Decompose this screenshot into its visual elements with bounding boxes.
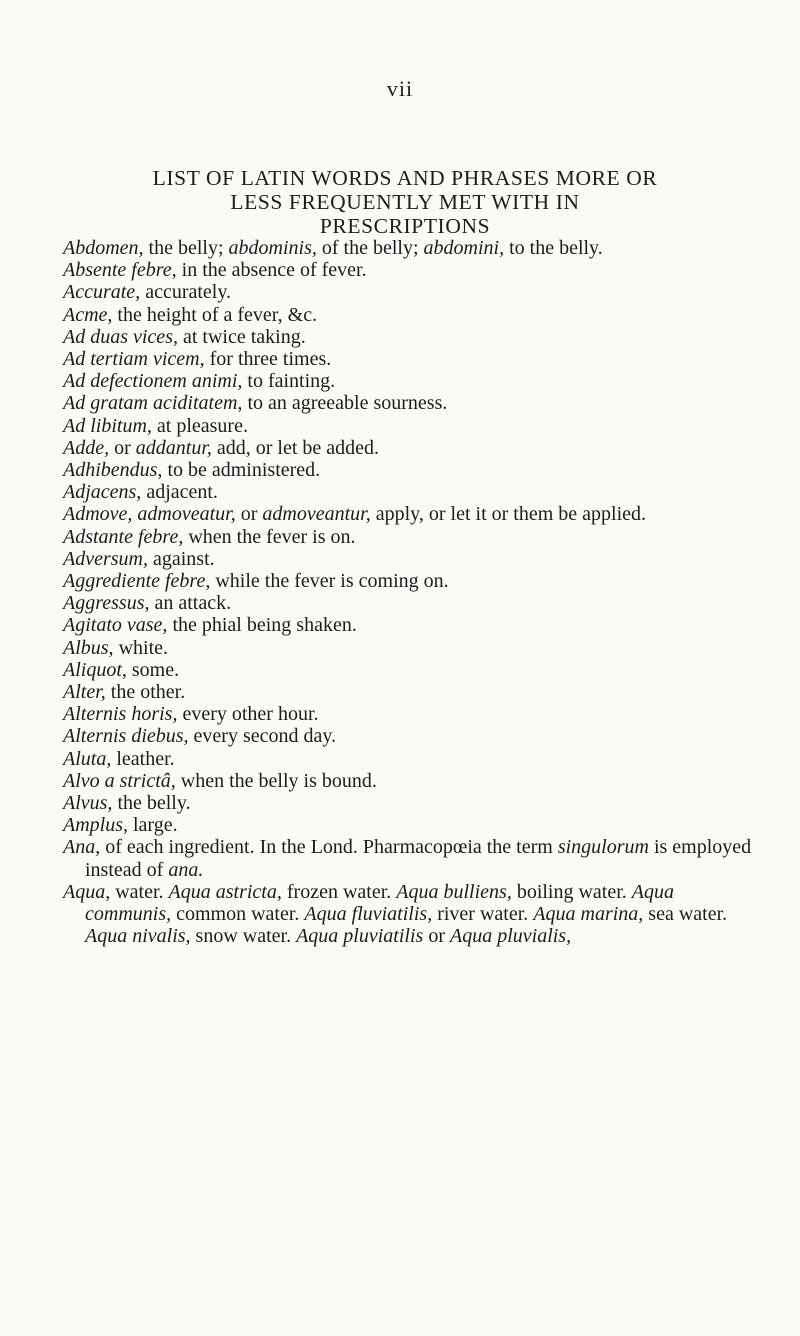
glossary-entry [63, 459, 753, 481]
definition-text: the height of a fever, &c. [112, 303, 318, 326]
latin-term: addantur, [135, 436, 212, 459]
definition-text: of each ingredient. In the Lond. Pharmacopœia the term [100, 836, 558, 859]
definition-text: snow water. [190, 925, 297, 948]
glossary-entry [63, 503, 753, 525]
definition-text: some. [126, 658, 180, 681]
definition-text: an attack. [149, 592, 232, 615]
latin-term: Adhibendus, [63, 459, 163, 482]
glossary-entry [63, 370, 753, 392]
definition-text: to an agreeable sourness. [242, 392, 448, 415]
definition-text: when the belly is bound. [175, 769, 377, 792]
latin-term: Alternis horis, [63, 703, 178, 726]
definition-text: the belly; [143, 237, 229, 259]
glossary-entry [63, 592, 753, 614]
glossary-entry [63, 281, 753, 303]
latin-term: Agitato vase, [63, 614, 168, 637]
latin-term: Admove, admoveatur, [63, 503, 236, 526]
heading-line: PRESCRIPTIONS [319, 214, 491, 238]
latin-term: Aggrediente febre, [63, 570, 211, 593]
glossary-entry [63, 681, 753, 703]
glossary-entry [63, 348, 753, 370]
latin-term: abdomini, [423, 237, 505, 259]
glossary-entry [63, 392, 753, 414]
definition-text: sea water. [643, 903, 728, 926]
definition-text: or [423, 925, 450, 948]
definition-text: the belly. [112, 792, 191, 815]
latin-term: Alternis diebus, [63, 725, 189, 748]
latin-term: Ad libitum, [63, 414, 152, 437]
latin-term: singulorum [557, 836, 649, 859]
glossary-entry [63, 814, 753, 836]
definition-text: or [109, 436, 136, 459]
glossary-list [63, 237, 753, 948]
glossary-entry [63, 526, 753, 548]
glossary-entry [63, 637, 753, 659]
section-heading [90, 166, 720, 238]
latin-term: Aqua pluvialis, [449, 925, 572, 948]
latin-term: ana. [168, 858, 204, 881]
glossary-entry [63, 770, 753, 792]
latin-term: Ad defectionem animi, [63, 370, 243, 393]
latin-term: Amplus, [63, 814, 128, 837]
latin-term: Ad duas vices, [63, 325, 178, 348]
latin-term: Aggressus, [63, 592, 150, 615]
latin-term: Ad gratam aciditatem, [63, 392, 243, 415]
glossary-entry [63, 614, 753, 636]
latin-term: admoveantur, [262, 503, 371, 526]
definition-text: to be administered. [162, 459, 321, 482]
definition-text: against. [147, 547, 215, 570]
definition-text: is employed instead of [85, 836, 752, 881]
latin-term: Aqua fluviatilis, [304, 903, 433, 926]
latin-term: Absente febre, [63, 259, 177, 282]
latin-term: Adversum, [63, 547, 148, 570]
latin-term: Adstante febre, [63, 525, 184, 548]
definition-text: accurately. [140, 281, 232, 304]
definition-text: the phial being shaken. [167, 614, 357, 637]
glossary-entry [63, 481, 753, 503]
latin-term: Aqua marina, [533, 903, 644, 926]
latin-term: Accurate, [63, 281, 141, 304]
glossary-entry [63, 659, 753, 681]
definition-text: common water. [171, 903, 305, 926]
glossary-entry [63, 748, 753, 770]
latin-term: Aqua communis, [85, 880, 675, 926]
definition-text: large. [128, 814, 178, 837]
latin-term: Aqua pluviatilis [296, 925, 424, 948]
definition-text: add, or let be added. [211, 436, 380, 459]
latin-term: abdominis, [228, 237, 317, 259]
definition-text: every other hour. [177, 703, 319, 726]
glossary-entry [63, 570, 753, 592]
definition-text: or [235, 503, 263, 526]
latin-term: Aqua astricta, [168, 880, 282, 903]
glossary-entry [63, 881, 753, 948]
definition-text: at pleasure. [151, 414, 248, 437]
definition-text: for three times. [204, 348, 332, 371]
definition-text: while the fever is coming on. [210, 570, 449, 593]
latin-term: Aqua bulliens, [396, 880, 512, 903]
latin-term: Alter, [63, 681, 106, 704]
latin-term: Adde, [63, 436, 110, 459]
glossary-entry [63, 304, 753, 326]
definition-text: leather. [111, 747, 175, 770]
definition-text: when the fever is on. [183, 525, 356, 548]
latin-term: Aliquot, [63, 658, 127, 681]
definition-text: river water. [432, 903, 534, 926]
glossary-entry [63, 792, 753, 814]
latin-term: Alvo a strictâ, [63, 769, 176, 792]
glossary-entry [63, 415, 753, 437]
latin-term: Aluta, [63, 747, 112, 770]
definition-text: in the absence of fever. [176, 259, 367, 282]
glossary-entry [63, 326, 753, 348]
glossary-entry [63, 437, 753, 459]
definition-text: apply, or let it or them be applied. [370, 503, 647, 526]
definition-text: water. [110, 880, 169, 903]
latin-term: Abdomen, [63, 237, 144, 259]
definition-text: every second day. [188, 725, 337, 748]
definition-text: white. [113, 636, 168, 659]
page-number: vii [386, 76, 414, 101]
latin-term: Aqua, [63, 880, 111, 903]
definition-text: to fainting. [242, 370, 336, 393]
latin-term: Albus, [63, 636, 114, 659]
latin-term: Acme, [63, 303, 113, 326]
definition-text: boiling water. [511, 880, 632, 903]
definition-text: adjacent. [141, 481, 218, 504]
glossary-entry [63, 836, 753, 880]
heading-line: LIST OF LATIN WORDS AND PHRASES MORE OR [152, 166, 658, 190]
definition-text: to the belly. [504, 237, 603, 259]
latin-term: Ad tertiam vicem, [63, 348, 205, 371]
definition-text: of the belly; [316, 237, 424, 259]
definition-text: the other. [105, 681, 186, 704]
glossary-entry [63, 703, 753, 725]
glossary-entry [63, 259, 753, 281]
latin-term: Alvus, [63, 792, 113, 815]
latin-term: Aqua nivalis, [85, 925, 191, 948]
glossary-entry [63, 548, 753, 570]
definition-text: at twice taking. [177, 325, 306, 348]
glossary-entry [63, 237, 753, 259]
glossary-entry [63, 725, 753, 747]
latin-term: Adjacens, [63, 481, 142, 504]
heading-line: LESS FREQUENTLY MET WITH IN [230, 190, 580, 214]
latin-term: Ana, [63, 836, 101, 859]
definition-text: frozen water. [281, 880, 397, 903]
